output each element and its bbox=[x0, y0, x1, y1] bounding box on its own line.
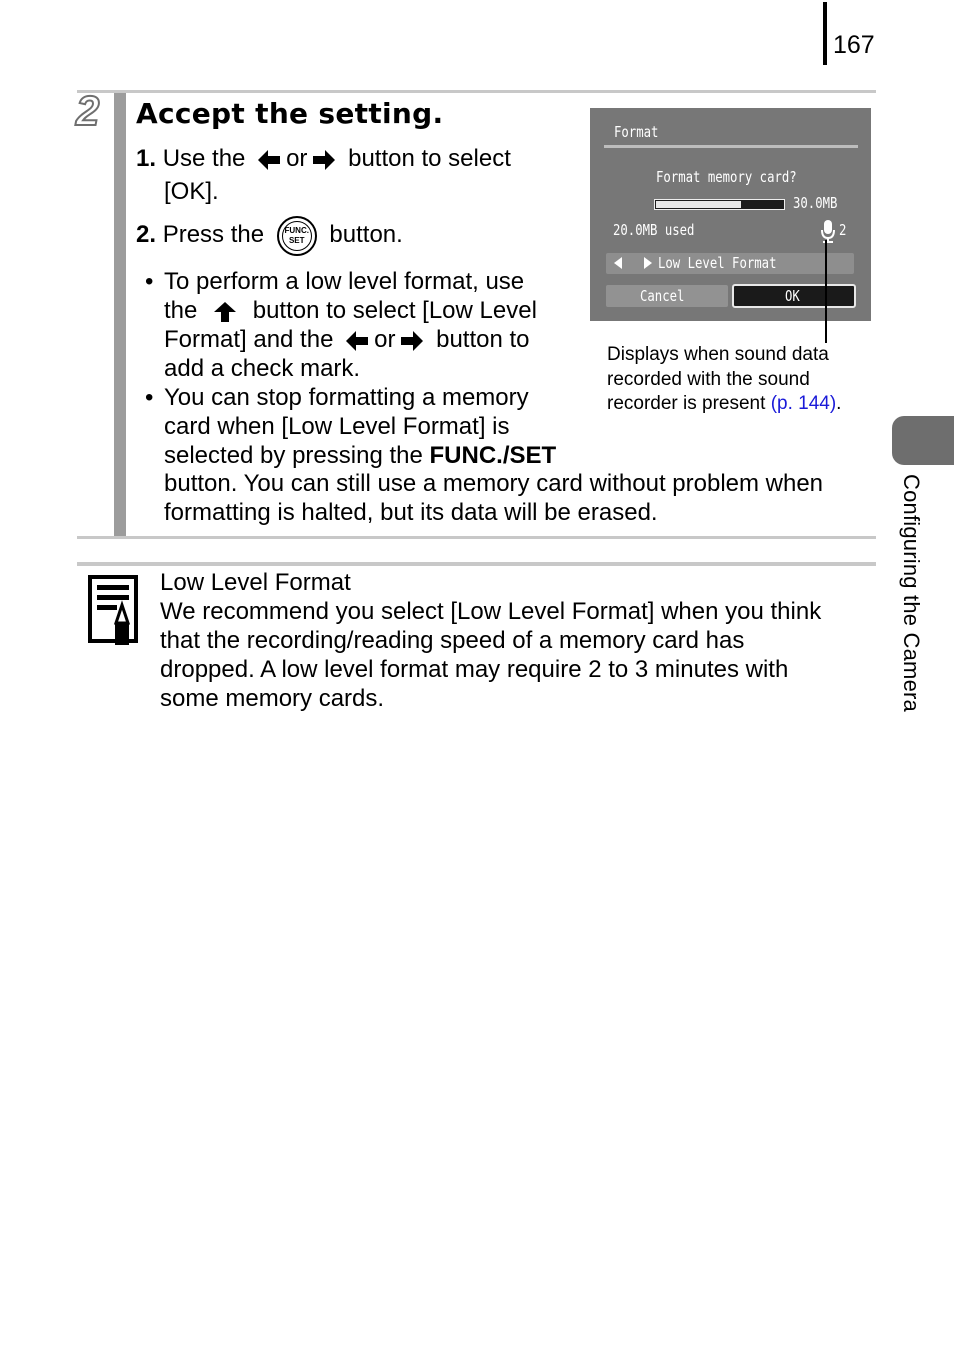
step-bottom-rule bbox=[77, 536, 876, 539]
ok-button-label: OK bbox=[784, 287, 800, 305]
page-number: 167 bbox=[833, 31, 875, 59]
right-chevron-icon bbox=[644, 257, 652, 269]
bullet-text: button to select [Low Level bbox=[252, 297, 537, 324]
bullet-text: selected by pressing the bbox=[164, 442, 423, 469]
memory-usage-bar bbox=[654, 199, 785, 210]
step-number: 2 bbox=[76, 87, 100, 134]
screen-title-divider bbox=[604, 145, 858, 148]
instruction-or: or bbox=[286, 145, 308, 172]
page-number-bar bbox=[823, 2, 827, 65]
low-level-format-option[interactable] bbox=[606, 253, 854, 274]
memory-usage-fill bbox=[656, 201, 741, 208]
bullet-text: Format] and the bbox=[164, 326, 334, 353]
step-side-bar bbox=[114, 93, 126, 536]
bullet-dot: • bbox=[145, 384, 154, 411]
caption-line bbox=[607, 392, 841, 417]
instruction-text: Use the bbox=[162, 145, 246, 172]
camera-format-screen bbox=[590, 108, 871, 321]
page-reference-link[interactable]: (p. 144) bbox=[770, 393, 837, 414]
caption-text: recorder is present bbox=[607, 393, 766, 414]
left-arrow-icon bbox=[258, 150, 280, 170]
screen-question: Format memory card? bbox=[656, 168, 797, 186]
bullet-2-line4: button. You can still use a memory card without problem when bbox=[164, 470, 824, 497]
caption-line: Displays when sound data bbox=[607, 344, 829, 365]
step-top-rule bbox=[77, 90, 876, 93]
callout-line bbox=[825, 240, 827, 343]
sound-memo-count: 2 bbox=[839, 221, 847, 239]
instruction-number: 2. bbox=[136, 221, 157, 248]
cancel-button-label: Cancel bbox=[639, 287, 685, 305]
bullet-1-line4: add a check mark. bbox=[164, 355, 361, 382]
note-line: We recommend you select [Low Level Format] when you think bbox=[160, 598, 822, 625]
instruction-1 bbox=[136, 144, 511, 173]
low-level-format-label: Low Level Format bbox=[658, 254, 777, 272]
microphone-icon bbox=[820, 219, 836, 243]
cancel-button[interactable] bbox=[606, 285, 728, 307]
note-line: dropped. A low level format may require 2 to 3 minutes with bbox=[160, 656, 789, 683]
step-heading: Accept the setting. bbox=[136, 97, 444, 130]
left-arrow-icon bbox=[346, 331, 368, 351]
right-arrow-icon bbox=[313, 150, 335, 170]
bullet-text: button to bbox=[436, 326, 530, 353]
note-line: some memory cards. bbox=[160, 685, 385, 712]
func-set-button-icon bbox=[277, 216, 317, 256]
chapter-side-tab bbox=[892, 416, 954, 465]
bullet-text: or bbox=[374, 326, 396, 353]
instruction-text: button to select bbox=[348, 145, 511, 172]
instruction-number: 1. bbox=[136, 145, 157, 172]
caption-line: recorded with the sound bbox=[607, 368, 810, 390]
ok-button[interactable] bbox=[732, 284, 856, 308]
note-top-rule bbox=[77, 562, 876, 566]
instruction-2 bbox=[136, 213, 403, 257]
note-content bbox=[160, 568, 821, 713]
note-title: Low Level Format bbox=[160, 569, 351, 596]
chapter-side-label: Configuring the Camera bbox=[899, 474, 924, 712]
instruction-1-line2: [OK]. bbox=[164, 178, 219, 205]
bullet-2-line1: You can stop formatting a memory bbox=[164, 384, 529, 411]
func-button-top-label: FUNC. bbox=[284, 225, 309, 235]
card-capacity: 30.0MB bbox=[793, 194, 838, 212]
left-chevron-icon bbox=[614, 257, 622, 269]
screen-title: Format bbox=[614, 123, 659, 141]
memo-note-icon bbox=[88, 575, 142, 647]
screen-caption bbox=[607, 343, 841, 417]
up-arrow-icon bbox=[214, 302, 236, 322]
bullet-1-line3 bbox=[164, 325, 530, 354]
instruction-text: button. bbox=[329, 221, 403, 248]
bullet-2-line2: card when [Low Level Format] is bbox=[164, 413, 510, 440]
func-button-bottom-label: SET bbox=[288, 235, 305, 245]
instruction-text: Press the bbox=[162, 221, 265, 248]
bullet-dot: • bbox=[145, 268, 154, 295]
bullet-1-line2 bbox=[164, 296, 537, 325]
func-set-label: FUNC./SET bbox=[429, 442, 557, 469]
right-arrow-icon bbox=[401, 331, 423, 351]
note-line: that the recording/reading speed of a memory card has bbox=[160, 627, 745, 654]
memory-used: 20.0MB used bbox=[613, 221, 695, 239]
bullet-2-line5: formatting is halted, but its data will be erased. bbox=[164, 499, 658, 526]
bullet-2-line3 bbox=[164, 441, 556, 470]
bullet-1-line1: To perform a low level format, use bbox=[164, 268, 525, 295]
bullet-text: the bbox=[164, 297, 198, 324]
caption-text: . bbox=[836, 393, 842, 414]
